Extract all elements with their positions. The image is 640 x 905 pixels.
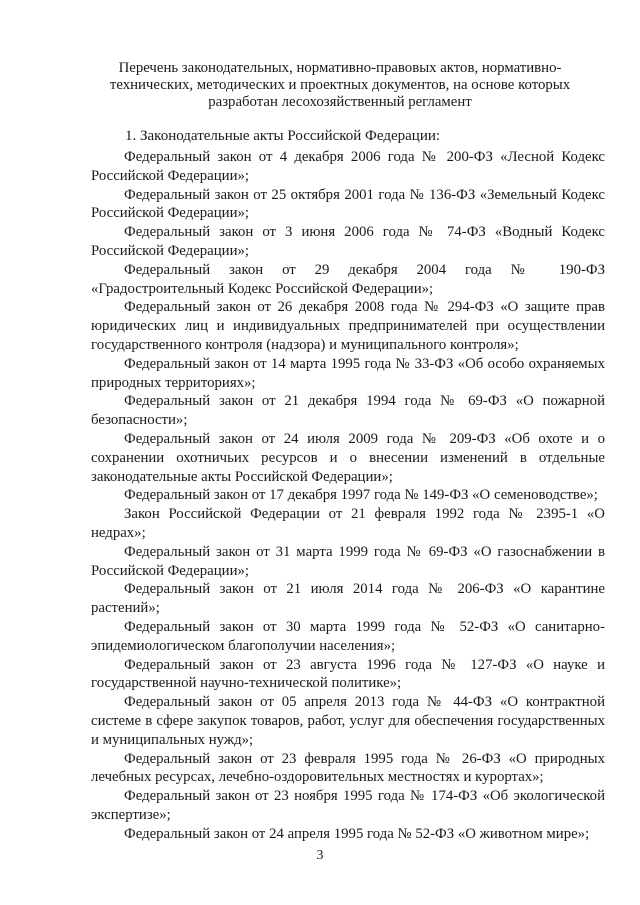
law-item: Федеральный закон от 25 октября 2001 года № 136-ФЗ «Земельный Кодекс Российской Федерации»;	[91, 186, 605, 222]
section-heading: 1. Законодательные акты Российской Федерации:	[125, 128, 441, 144]
law-item: Федеральный закон от 05 апреля 2013 года № 44-ФЗ «О контрактной системе в сфере закупок товаров, работ, услуг для обеспечения государственных и муниципальных нужд»;	[91, 694, 605, 748]
law-item: Федеральный закон от 4 декабря 2006 года № 200-ФЗ «Лесной Кодекс Российской Федерации»;	[91, 149, 605, 184]
law-item: Федеральный закон от 23 ноября 1995 года № 174-ФЗ «Об экологической экспертизе»;	[91, 788, 605, 823]
document-title	[90, 60, 590, 111]
law-list	[91, 148, 605, 843]
law-item: Федеральный закон от 31 марта 1999 года № 69-ФЗ «О газоснабжении в Российской Федерации»;	[91, 543, 605, 579]
law-item: Федеральный закон от 21 июля 2014 года № 206-ФЗ «О карантине растений»;	[91, 581, 605, 617]
law-item: Закон Российской Федерации от 21 февраля 1992 года № 2395-1 «О недрах»;	[91, 506, 605, 541]
title-line: разработан лесохозяйственный регламент	[208, 94, 472, 110]
title-line: технических, методических и проектных документов, на основе которых	[109, 77, 571, 93]
law-item: Федеральный закон от 21 декабря 1994 года № 69-ФЗ «О пожарной безопасности»;	[91, 393, 605, 429]
law-item: Федеральный закон от 30 марта 1999 года № 52-ФЗ «О санитарно-эпидемиологическом благополучии населения»;	[91, 618, 605, 654]
law-item: Федеральный закон от 24 апреля 1995 года № 52-ФЗ «О животном мире»;	[124, 825, 590, 842]
page-number: 3	[316, 848, 324, 863]
law-item: Федеральный закон от 17 декабря 1997 года № 149-ФЗ «О семеноводстве»;	[124, 487, 598, 504]
law-item: Федеральный закон от 26 декабря 2008 года № 294-ФЗ «О защите прав юридических лиц и индивидуальных предпринимателей при осуществлении государственного контроля (надзора) и муниципального контроля»;	[91, 299, 605, 353]
law-item: Федеральный закон от 14 марта 1995 года № 33-ФЗ «Об особо охраняемых природных территориях»;	[91, 355, 605, 391]
law-item: Федеральный закон от 24 июля 2009 года № 209-ФЗ «Об охоте и о сохранении охотничьих ресурсов и о внесении изменений в отдельные законодательные акты Российской Федерации»;	[91, 430, 605, 485]
law-item: Федеральный закон от 29 декабря 2004 года № 190-ФЗ «Градостроительный Кодекс Российской Федерации»;	[91, 261, 605, 297]
title-line: Перечень законодательных, нормативно-правовых актов, нормативно-	[118, 60, 562, 76]
law-item: Федеральный закон от 23 февраля 1995 года № 26-ФЗ «О природных лечебных ресурсах, лечебно-оздоровительных местностях и курортах»;	[91, 750, 605, 786]
law-item: Федеральный закон от 23 августа 1996 года № 127-ФЗ «О науке и государственной научно-технической политике»;	[91, 656, 605, 692]
law-item: Федеральный закон от 3 июня 2006 года № 74-ФЗ «Водный Кодекс Российской Федерации»;	[91, 224, 605, 259]
